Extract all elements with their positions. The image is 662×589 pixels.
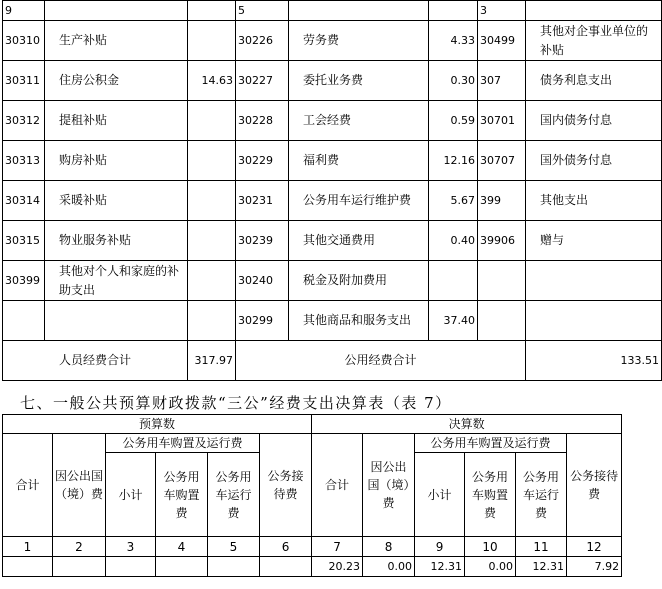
expense-value [3, 557, 53, 577]
three-public-expenses-table [2, 414, 622, 577]
col-abroad: 因公出国（境）费 [363, 434, 415, 537]
item-name: 物业服务补贴 [45, 221, 188, 261]
col-subtotal: 小计 [415, 453, 465, 537]
item-code: 30227 [236, 61, 289, 101]
item-code: 30311 [3, 61, 45, 101]
item-code: 30226 [236, 21, 289, 61]
table-row [3, 1, 662, 21]
item-amount: 14.63 [188, 61, 236, 101]
col-total: 合计 [3, 434, 53, 537]
item-amount: 12.16 [429, 141, 478, 181]
item-code: 30240 [236, 261, 289, 301]
item-name [526, 301, 662, 341]
item-code: 30499 [478, 21, 526, 61]
item-name: 生产补贴 [45, 21, 188, 61]
col-operation: 公务用车运行费 [208, 453, 260, 537]
column-number: 8 [363, 537, 415, 557]
item-amount [188, 301, 236, 341]
expense-value [208, 557, 260, 577]
item-name: 其他交通费用 [289, 221, 429, 261]
item-code: 30310 [3, 21, 45, 61]
item-amount: 37.40 [429, 301, 478, 341]
vehicle-header: 公务用车购置及运行费 [415, 434, 567, 453]
col-total: 合计 [312, 434, 363, 537]
item-code [478, 261, 526, 301]
item-amount: 0.40 [429, 221, 478, 261]
item-name [526, 261, 662, 301]
item-name: 委托业务费 [289, 61, 429, 101]
expense-value: 12.31 [415, 557, 465, 577]
item-amount [429, 261, 478, 301]
column-number: 4 [156, 537, 208, 557]
item-amount [188, 101, 236, 141]
table-row [3, 101, 662, 141]
table-row [3, 21, 662, 61]
table-row [3, 181, 662, 221]
item-name: 其他商品和服务支出 [289, 301, 429, 341]
column-number: 5 [208, 537, 260, 557]
item-name: 住房公积金 [45, 61, 188, 101]
basic-expenditure-table [2, 0, 662, 381]
expense-value [106, 557, 156, 577]
item-name: 福利费 [289, 141, 429, 181]
item-name: 其他对企事业单位的补贴 [526, 21, 662, 61]
col-operation: 公务用车运行费 [516, 453, 567, 537]
expense-value [156, 557, 208, 577]
column-number: 6 [260, 537, 312, 557]
item-amount [188, 1, 236, 21]
item-code: 30399 [3, 261, 45, 301]
item-code: 30315 [3, 221, 45, 261]
item-code: 30701 [478, 101, 526, 141]
table-row [3, 221, 662, 261]
item-name: 赠与 [526, 221, 662, 261]
expense-value [53, 557, 106, 577]
col-reception: 公务接待费 [260, 434, 312, 537]
item-code: 30228 [236, 101, 289, 141]
expense-value: 20.23 [312, 557, 363, 577]
expense-value: 7.92 [567, 557, 622, 577]
budget-header: 预算数 [3, 415, 312, 434]
expense-value [260, 557, 312, 577]
item-amount: 4.33 [429, 21, 478, 61]
item-code: 30229 [236, 141, 289, 181]
item-amount [429, 1, 478, 21]
item-code: 3 [478, 1, 526, 21]
item-code: 30239 [236, 221, 289, 261]
item-code [478, 301, 526, 341]
item-amount: 5.67 [429, 181, 478, 221]
item-amount [188, 21, 236, 61]
personnel-total-label: 人员经费合计 [3, 341, 188, 381]
column-number: 1 [3, 537, 53, 557]
item-code: 9 [3, 1, 45, 21]
item-code [3, 301, 45, 341]
column-number: 10 [465, 537, 516, 557]
col-subtotal: 小计 [106, 453, 156, 537]
item-amount [188, 181, 236, 221]
col-purchase: 公务用车购置费 [465, 453, 516, 537]
table-row [3, 261, 662, 301]
item-name: 购房补贴 [45, 141, 188, 181]
item-amount: 0.30 [429, 61, 478, 101]
item-name [289, 1, 429, 21]
item-name: 债务利息支出 [526, 61, 662, 101]
item-amount [188, 261, 236, 301]
item-code: 307 [478, 61, 526, 101]
item-name [526, 1, 662, 21]
item-name: 提租补贴 [45, 101, 188, 141]
column-number: 7 [312, 537, 363, 557]
item-code: 30299 [236, 301, 289, 341]
expense-value: 12.31 [516, 557, 567, 577]
column-number: 2 [53, 537, 106, 557]
public-total-label: 公用经费合计 [236, 341, 526, 381]
item-code: 5 [236, 1, 289, 21]
item-code: 30314 [3, 181, 45, 221]
personnel-total-value: 317.97 [188, 341, 236, 381]
public-total-value: 133.51 [526, 341, 662, 381]
table-footer-row [3, 341, 662, 381]
item-code: 30313 [3, 141, 45, 181]
item-amount [188, 221, 236, 261]
expense-value: 0.00 [363, 557, 415, 577]
item-name: 其他对个人和家庭的补助支出 [45, 261, 188, 301]
column-number: 3 [106, 537, 156, 557]
section-title: 七、一般公共预算财政拨款“三公”经费支出决算表（表 7） [20, 394, 452, 412]
col-abroad: 因公出国（境）费 [53, 434, 106, 537]
item-amount: 0.59 [429, 101, 478, 141]
table-row [3, 61, 662, 101]
final-header: 决算数 [312, 415, 622, 434]
item-code: 30312 [3, 101, 45, 141]
item-code: 30707 [478, 141, 526, 181]
item-name: 采暖补贴 [45, 181, 188, 221]
item-code: 399 [478, 181, 526, 221]
item-name: 劳务费 [289, 21, 429, 61]
item-name: 其他支出 [526, 181, 662, 221]
item-name [45, 1, 188, 21]
item-name: 国外债务付息 [526, 141, 662, 181]
vehicle-header: 公务用车购置及运行费 [106, 434, 260, 453]
item-code: 30231 [236, 181, 289, 221]
col-purchase: 公务用车购置费 [156, 453, 208, 537]
column-number: 11 [516, 537, 567, 557]
item-name: 国内债务付息 [526, 101, 662, 141]
item-code: 39906 [478, 221, 526, 261]
item-name: 工会经费 [289, 101, 429, 141]
column-number: 12 [567, 537, 622, 557]
item-name: 税金及附加费用 [289, 261, 429, 301]
expense-value: 0.00 [465, 557, 516, 577]
item-amount [188, 141, 236, 181]
table-row [3, 301, 662, 341]
item-name [45, 301, 188, 341]
column-number: 9 [415, 537, 465, 557]
item-name: 公务用车运行维护费 [289, 181, 429, 221]
col-reception: 公务接待费 [567, 434, 622, 537]
table-row [3, 141, 662, 181]
